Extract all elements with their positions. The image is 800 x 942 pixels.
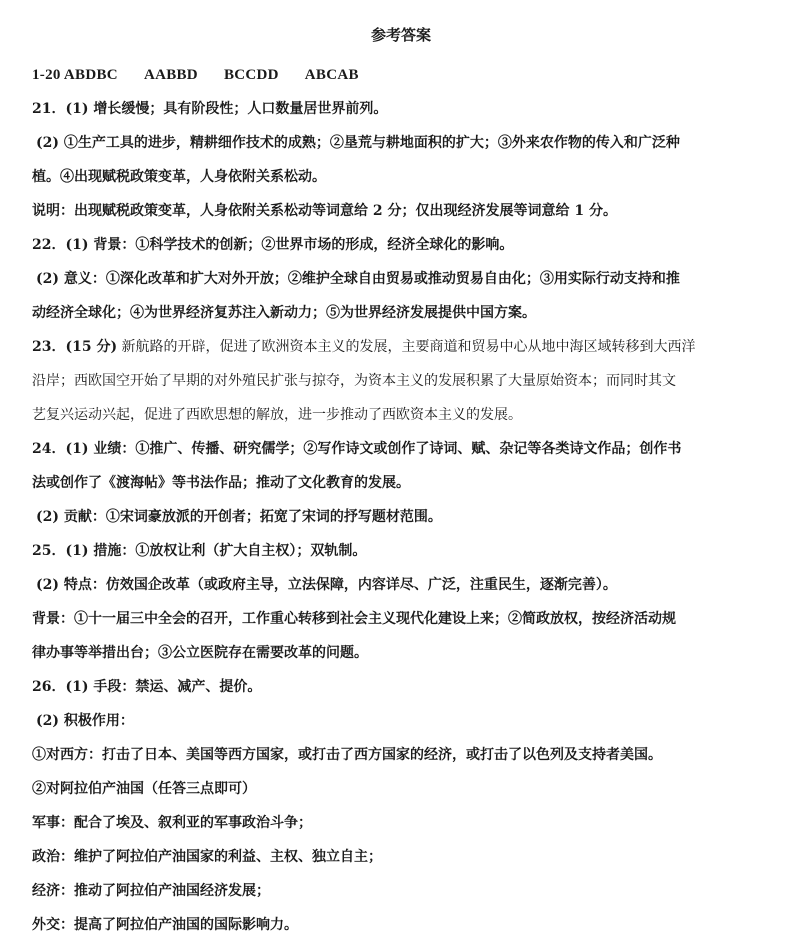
- q23-label: 23．(15 分): [32, 339, 118, 355]
- answer-group-3: BCCDD: [223, 67, 279, 83]
- answer-group-1: 1-20 ABDBC: [32, 67, 118, 83]
- choice-answers: [32, 58, 770, 92]
- q23-line1: [32, 330, 770, 364]
- q23-text1: 新航路的开辟，促进了欧洲资本主义的发展，主要商道和贸易中心从地中海区域转移到大西洋: [121, 339, 696, 355]
- q26-economy: 经济：推动了阿拉伯产油国经济发展；: [32, 883, 270, 899]
- q25-part2: (2) 特点：仿效国企改革（或政府主导，立法保障，内容详尽、广泛，注重民生，逐渐完善）。: [36, 577, 617, 593]
- q21-part2-line1: (2) ①生产工具的进步，精耕细作技术的成熟；②垦荒与耕地面积的扩大；③外来农作物的传入和广泛种: [36, 135, 680, 151]
- q26-military: 军事：配合了埃及、叙利亚的军事政治斗争；: [32, 815, 312, 831]
- page-title: 参考答案: [370, 26, 431, 44]
- q23-line2: 沿岸；西欧国空开始了早期的对外殖民扩张与掠夺，为资本主义的发展积累了大量原始资本；而同时其文: [32, 373, 676, 389]
- q24-part1-line1: 24．(1) 业绩：①推广、传播、研究儒学；②写作诗文或创作了诗词、赋、杂记等各类诗文作品；创作书: [32, 441, 682, 457]
- q26-part2-heading: (2) 积极作用：: [36, 713, 134, 729]
- answer-group-4: ABCAB: [304, 67, 359, 83]
- q26-diplomacy: 外交：提高了阿拉伯产油国的国际影响力。: [32, 917, 298, 933]
- q26-arab-heading: ②对阿拉伯产油国（任答三点即可）: [32, 781, 256, 797]
- answer-group-2: AABBD: [143, 67, 198, 83]
- q26-politics: 政治：维护了阿拉伯产油国家的利益、主权、独立自主；: [32, 849, 382, 865]
- q21-part1: 21．(1) 增长缓慢；具有阶段性；人口数量居世界前列。: [32, 101, 388, 117]
- q24-part2: (2) 贡献：①宋词豪放派的开创者；拓宽了宋词的抒写题材范围。: [36, 509, 442, 525]
- q25-background-line1: 背景：①十一届三中全会的召开，工作重心转移到社会主义现代化建设上来；②简政放权，按经济活动规: [32, 611, 676, 627]
- q22-part1: 22．(1) 背景：①科学技术的创新；②世界市场的形成，经济全球化的影响。: [32, 237, 514, 253]
- q22-part2-line2: 动经济全球化；④为世界经济复苏注入新动力；⑤为世界经济发展提供中国方案。: [32, 305, 536, 321]
- q25-part1: 25．(1) 措施：①放权让利（扩大自主权）；双轨制。: [32, 543, 367, 559]
- q21-note: 说明：出现赋税政策变革，人身依附关系松动等词意给 2 分；仅出现经济发展等词意给 1 分。: [32, 203, 617, 219]
- q25-background-line2: 律办事等举措出台；③公立医院存在需要改革的问题。: [32, 645, 368, 661]
- q24-part1-line2: 法或创作了《渡海帖》等书法作品；推动了文化教育的发展。: [32, 475, 410, 491]
- q22-part2-line1: (2) 意义：①深化改革和扩大对外开放；②维护全球自由贸易或推动贸易自由化；③用实际行动支持和推: [36, 271, 680, 287]
- q21-part2-line2: 植。④出现赋税政策变革，人身依附关系松动。: [32, 169, 326, 185]
- q26-part1: 26．(1) 手段：禁运、减产、提价。: [32, 679, 262, 695]
- q26-west: ①对西方：打击了日本、美国等西方国家，或打击了西方国家的经济，或打击了以色列及支持者美国。: [32, 747, 662, 763]
- q23-line3: 艺复兴运动兴起，促进了西欧思想的解放，进一步推动了西欧资本主义的发展。: [32, 407, 522, 423]
